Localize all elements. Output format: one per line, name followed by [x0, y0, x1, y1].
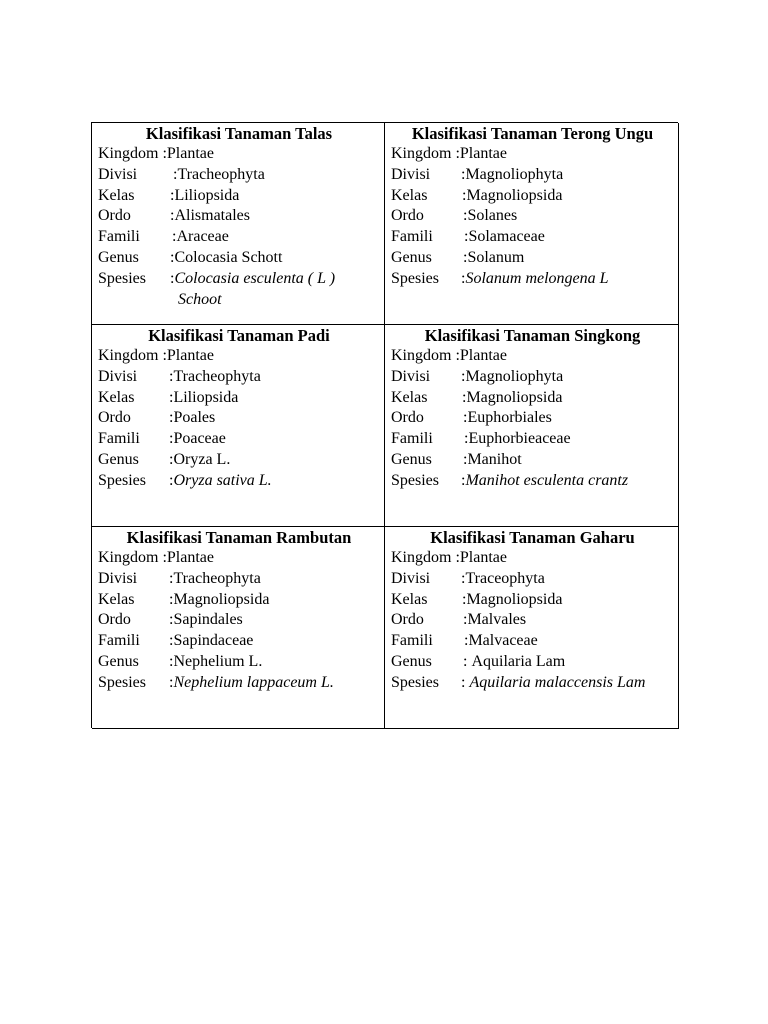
- divisi-key: Divisi: [98, 367, 138, 385]
- ordo-key: Ordo: [391, 207, 424, 225]
- genus-value: Aquilaria Lam: [471, 652, 566, 670]
- cell-title: Klasifikasi Tanaman Padi: [148, 326, 330, 345]
- famili-key: Famili: [391, 228, 433, 246]
- ordo-value: Alismatales: [174, 207, 250, 225]
- kingdom-value: Plantae: [459, 549, 507, 566]
- classification-cell-talas: [92, 123, 385, 325]
- genus-row: Genus : Nephelium L.: [98, 652, 380, 673]
- kelas-row: Kelas : Liliopsida: [98, 388, 380, 409]
- kelas-row: Kelas : Magnoliopsida: [391, 388, 674, 409]
- divisi-row: Divisi : Tracheophyta: [98, 569, 380, 590]
- kelas-value: Magnoliopsida: [173, 590, 270, 608]
- famili-key: Famili: [98, 632, 140, 650]
- famili-value: Sapindaceae: [173, 632, 254, 650]
- kingdom-key: Kingdom: [98, 549, 159, 566]
- genus-value: Manihot: [467, 450, 522, 468]
- spesies-row: Spesies : Manihot esculenta crantz: [391, 471, 674, 492]
- ordo-value: Solanes: [467, 207, 518, 225]
- divisi-row: Divisi : Tracheophyta: [98, 165, 380, 186]
- ordo-key: Ordo: [391, 611, 424, 629]
- genus-key: Genus: [98, 450, 139, 468]
- spesies-row: Spesies : Nephelium lappaceum L.: [98, 673, 380, 694]
- ordo-row: Ordo : Sapindales: [98, 610, 380, 631]
- ordo-key: Ordo: [98, 409, 131, 427]
- spesies-row: Spesies : Colocasia esculenta ( L ): [98, 269, 380, 290]
- kingdom-key: Kingdom: [391, 549, 452, 566]
- famili-key: Famili: [391, 632, 433, 650]
- ordo-row: Ordo : Solanes: [391, 206, 674, 227]
- kingdom-key: Kingdom: [391, 145, 452, 162]
- genus-key: Genus: [98, 652, 139, 670]
- famili-value: Euphorbieaceae: [468, 430, 571, 448]
- spesies-key: Spesies: [98, 673, 146, 691]
- spesies-key: Spesies: [98, 471, 146, 489]
- divisi-key: Divisi: [391, 367, 431, 385]
- divisi-value: Magnoliophyta: [465, 165, 564, 183]
- kingdom-row: Kingdom : Plantae: [391, 548, 674, 569]
- kelas-key: Kelas: [98, 388, 135, 406]
- divisi-key: Divisi: [391, 165, 431, 183]
- genus-value: Colocasia Schott: [174, 248, 283, 266]
- famili-row: Famili : Poaceae: [98, 429, 380, 450]
- ordo-key: Ordo: [391, 409, 424, 427]
- ordo-value: Malvales: [467, 611, 527, 629]
- kelas-key: Kelas: [98, 186, 135, 204]
- spesies-key: Spesies: [391, 673, 439, 691]
- kelas-value: Magnoliopsida: [466, 186, 563, 204]
- kingdom-value: Plantae: [166, 145, 214, 162]
- kelas-key: Kelas: [391, 186, 428, 204]
- famili-value: Malvaceae: [468, 632, 538, 650]
- divisi-value: Tracheophyta: [173, 569, 261, 587]
- ordo-value: Poales: [173, 409, 216, 427]
- spesies-value: Nephelium lappaceum L.: [173, 673, 334, 691]
- kingdom-key: Kingdom: [98, 347, 159, 364]
- spesies-value: Aquilaria malaccensis Lam: [469, 673, 646, 691]
- famili-row: Famili : Sapindaceae: [98, 631, 380, 652]
- kingdom-key: Kingdom: [98, 145, 159, 162]
- classification-cell-gaharu: [385, 527, 679, 729]
- genus-row: Genus : Colocasia Schott: [98, 248, 380, 269]
- classification-cell-singkong: [385, 325, 679, 527]
- kelas-value: Magnoliopsida: [466, 388, 563, 406]
- spesies-value-continued: Schoot: [178, 290, 222, 308]
- kelas-row: Kelas : Magnoliopsida: [391, 590, 674, 611]
- genus-value: Solanum: [467, 248, 525, 266]
- ordo-key: Ordo: [98, 207, 131, 225]
- divisi-value: Traceophyta: [465, 569, 545, 587]
- famili-key: Famili: [98, 430, 140, 448]
- divisi-key: Divisi: [98, 165, 138, 183]
- genus-value: Oryza L.: [173, 450, 231, 468]
- kelas-key: Kelas: [391, 590, 428, 608]
- kelas-row: Kelas : Magnoliopsida: [391, 186, 674, 207]
- cell-title: Klasifikasi Tanaman Singkong: [424, 326, 641, 345]
- ordo-key: Ordo: [98, 611, 131, 629]
- famili-key: Famili: [391, 430, 433, 448]
- famili-row: Famili : Malvaceae: [391, 631, 674, 652]
- divisi-value: Tracheophyta: [177, 165, 265, 183]
- genus-key: Genus: [391, 652, 432, 670]
- divisi-value: Magnoliophyta: [465, 367, 564, 385]
- kelas-key: Kelas: [391, 388, 428, 406]
- spesies-value: Colocasia esculenta ( L ): [174, 269, 336, 287]
- kelas-row: Kelas : Magnoliopsida: [98, 590, 380, 611]
- divisi-row: Divisi : Magnoliophyta: [391, 367, 674, 388]
- spesies-value: Manihot esculenta crantz: [465, 471, 629, 489]
- kingdom-value: Plantae: [459, 145, 507, 162]
- genus-key: Genus: [98, 248, 139, 266]
- ordo-value: Sapindales: [173, 611, 243, 629]
- ordo-value: Euphorbiales: [467, 409, 552, 427]
- spesies-key: Spesies: [391, 269, 439, 287]
- divisi-key: Divisi: [98, 569, 138, 587]
- famili-value: Poaceae: [173, 430, 226, 448]
- spesies-key: Spesies: [98, 269, 146, 287]
- genus-row: Genus : Aquilaria Lam: [391, 652, 674, 673]
- spesies-row: Spesies : Solanum melongena L: [391, 269, 674, 290]
- cell-title: Klasifikasi Tanaman Gaharu: [430, 528, 635, 547]
- kelas-key: Kelas: [98, 590, 135, 608]
- famili-row: Famili : Euphorbieaceae: [391, 429, 674, 450]
- spesies-row: Spesies : Aquilaria malaccensis Lam: [391, 673, 674, 694]
- spesies-value: Solanum melongena L: [465, 269, 609, 287]
- famili-value: Solamaceae: [468, 228, 545, 246]
- divisi-value: Tracheophyta: [173, 367, 261, 385]
- kelas-row: Kelas : Liliopsida: [98, 186, 380, 207]
- kingdom-row: Kingdom : Plantae: [98, 548, 380, 569]
- kelas-value: Magnoliopsida: [466, 590, 563, 608]
- cell-title: Klasifikasi Tanaman Talas: [145, 124, 333, 143]
- classification-cell-padi: [92, 325, 385, 527]
- kingdom-value: Plantae: [459, 347, 507, 364]
- ordo-row: Ordo : Malvales: [391, 610, 674, 631]
- kingdom-value: Plantae: [166, 347, 214, 364]
- kingdom-row: Kingdom : Plantae: [98, 346, 380, 367]
- genus-row: Genus : Oryza L.: [98, 450, 380, 471]
- spesies-key: Spesies: [391, 471, 439, 489]
- spesies-row: Spesies : Oryza sativa L.: [98, 471, 380, 492]
- classification-table: [91, 122, 678, 728]
- genus-key: Genus: [391, 248, 432, 266]
- ordo-row: Ordo : Euphorbiales: [391, 408, 674, 429]
- famili-row: Famili : Solamaceae: [391, 227, 674, 248]
- genus-key: Genus: [391, 450, 432, 468]
- divisi-row: Divisi : Tracheophyta: [98, 367, 380, 388]
- cell-title: Klasifikasi Tanaman Terong Ungu: [411, 124, 654, 143]
- classification-cell-rambutan: [92, 527, 385, 729]
- classification-cell-terong-ungu: [385, 123, 679, 325]
- kelas-value: Liliopsida: [174, 186, 240, 204]
- kingdom-key: Kingdom: [391, 347, 452, 364]
- divisi-row: Divisi : Magnoliophyta: [391, 165, 674, 186]
- kingdom-value: Plantae: [166, 549, 214, 566]
- cell-title: Klasifikasi Tanaman Rambutan: [126, 528, 352, 547]
- ordo-row: Ordo : Alismatales: [98, 206, 380, 227]
- famili-row: Famili : Araceae: [98, 227, 380, 248]
- genus-row: Genus : Solanum: [391, 248, 674, 269]
- kingdom-row: Kingdom : Plantae: [391, 346, 674, 367]
- divisi-row: Divisi : Traceophyta: [391, 569, 674, 590]
- genus-row: Genus : Manihot: [391, 450, 674, 471]
- kingdom-row: Kingdom : Plantae: [98, 144, 380, 165]
- famili-key: Famili: [98, 228, 140, 246]
- spesies-value: Oryza sativa L.: [173, 471, 272, 489]
- kingdom-row: Kingdom : Plantae: [391, 144, 674, 165]
- ordo-row: Ordo : Poales: [98, 408, 380, 429]
- divisi-key: Divisi: [391, 569, 431, 587]
- famili-value: Araceae: [176, 228, 229, 246]
- genus-value: Nephelium L.: [173, 652, 263, 670]
- kelas-value: Liliopsida: [173, 388, 239, 406]
